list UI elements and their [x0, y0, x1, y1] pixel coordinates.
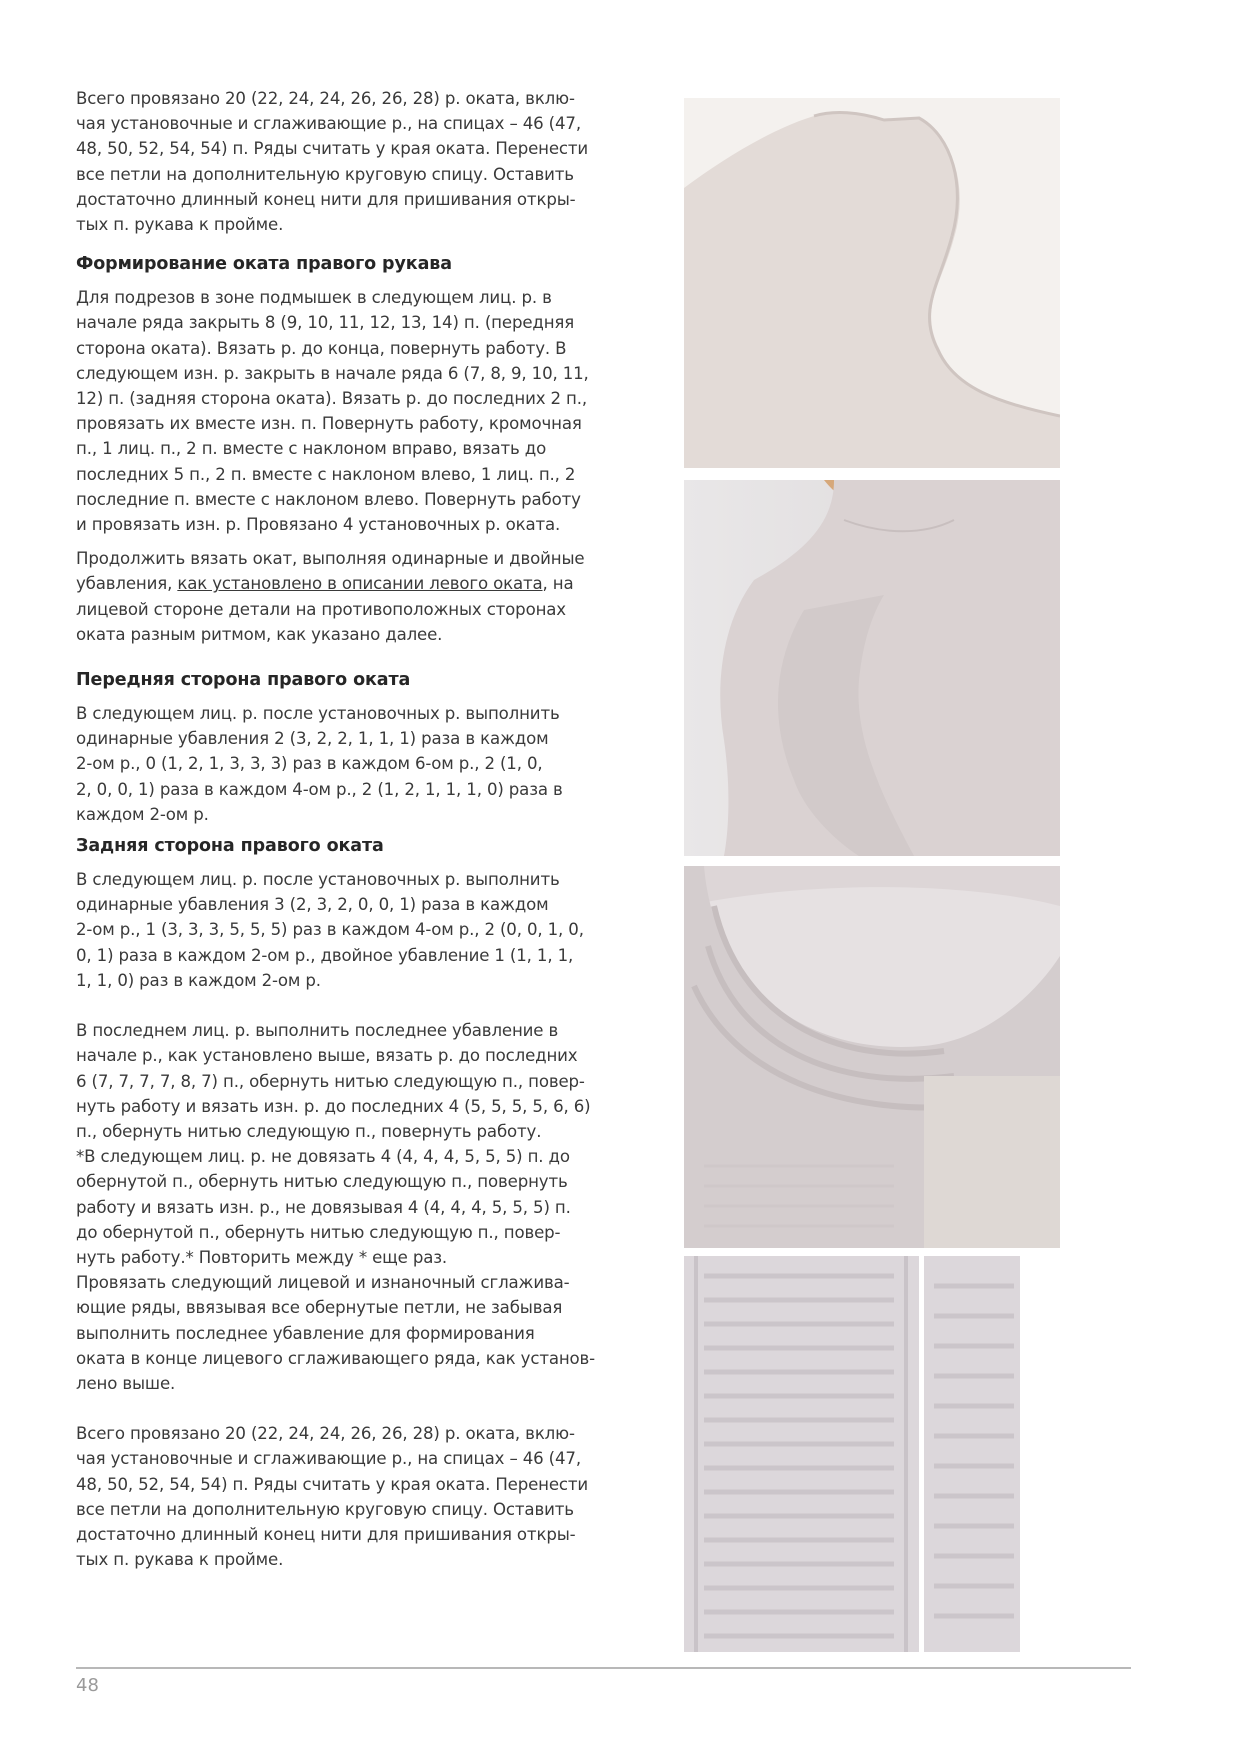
left-cap-reference-link[interactable]: как установлено в описании левого оката — [177, 574, 543, 594]
heading-back-right-cap: Задняя сторона правого оката — [76, 836, 384, 857]
armhole-shaping-photo — [684, 98, 1060, 468]
sweater-model-photo — [684, 480, 1060, 856]
neckband-ribbing-photo — [684, 866, 1060, 1248]
paragraph-continue-cap: Продолжить вязать окат, выполняя одинарные и двойные убавления, как установлено в описании левого оката, на лицевой стороне детали на противоположных сторонах оката разным ритмом, как указано далее. — [76, 549, 585, 644]
heading-front-right-cap: Передняя сторона правого оката — [76, 670, 411, 691]
paragraph-front-decreases: В следующем лиц. р. после установочных р. выполнить одинарные убавления 2 (3, 2, 2, 1, 1, 1) раза в каждом 2-ом р., 0 (1, 2, 1, 3, 3, 3) раз в каждом 6-ом р., 2 (1, 0, 2, 0, 0, 1) раза в каждом 4-ом р., 2 (1, 2, 1, 1, 1, 0) раза в каждом 2-ом р. — [76, 704, 563, 824]
paragraph-total-rows-2: Всего провязано 20 (22, 24, 24, 26, 26, 28) р. оката, вклю- чая установочные и сглаживающие р., на спицах – 46 (47, 48, 50, 52, 54, 54) п. Ряды считать у края оката. Перенести все петли на дополнительную круговую спицу. Оставить достаточно длинный конец нити для пришивания откры- тых п. рукава к пройме. — [76, 1424, 589, 1570]
paragraph-total-rows-1: Всего провязано 20 (22, 24, 24, 26, 26, 28) р. оката, вклю- чая установочные и сглаживающие р., на спицах – 46 (47, 48, 50, 52, 54, 54) п. Ряды считать у края оката. Перенести все петли на дополнительную круговую спицу. Оставить достаточно длинный конец нити для пришивания откры- тых п. рукава к пройме. — [76, 89, 589, 235]
main-text-column — [76, 86, 611, 1572]
footer-divider — [76, 1667, 1131, 1669]
heading-right-sleeve-cap: Формирование оката правого рукава — [76, 254, 452, 275]
paragraph-back-decreases: В следующем лиц. р. после установочных р. выполнить одинарные убавления 3 (2, 3, 2, 0, 0, 1) раза в каждом 2-ом р., 1 (3, 3, 3, 5, 5, 5) раз в каждом 4-ом р., 2 (0, 0, 1, 0, 0, 1) раза в каждом 2-ом р., двойное убавление 1 (1, 1, 1, 1, 1, 0) раз в каждом 2-ом р. — [76, 870, 584, 990]
paragraph-short-rows: В последнем лиц. р. выполнить последнее убавление в начале р., как установлено выше, вязать р. до последних 6 (7, 7, 7, 7, 8, 7) п., обернуть нитью следующую п., повер- нуть работу и вязать изн. р. до последних 4 (5, 5, 5, 5, 6, 6) п., обернуть нитью следующую п., повернуть работу. *В следующем лиц. р. не довязать 4 (4, 4, 4, 5, 5, 5) п. до обернутой п., обернуть нитью следующую п., повернуть работу и вязать изн. р., не довязывая 4 (4, 4, 4, 5, 5, 5) п. до обернутой п., обернуть нитью следующую п., повер- нуть работу.* Повторить между * еще раз. Провязать следующий лицевой и изнаночный сглажива- ющие ряды, ввязывая все обернутые петли, не забывая выполнить последнее убавление для формирования оката в конце лицевого сглаживающего ряда, как установ- лено выше. — [76, 1021, 596, 1393]
paragraph-underarm-shaping: Для подрезов в зоне подмышек в следующем лиц. р. в начале ряда закрыть 8 (9, 10, 11, 12, 13, 14) п. (передняя сторона оката). Вязать р. до конца, повернуть работу. В следующем изн. р. закрыть в начале ряда 6 (7, 8, 9, 10, 11, 12) п. (задняя сторона оката). Вязать р. до последних 2 п., провязать их вместе изн. п. Повернуть работу, кромочная п., 1 лиц. п., 2 п. вместе с наклоном вправо, вязать до последних 5 п., 2 п. вместе с наклоном влево, 1 лиц. п., 2 последние п. вместе с наклоном влево. Повернуть работу и провязать изн. р. Провязано 4 установочных р. оката. — [76, 288, 589, 535]
edge-ribbing-photo — [684, 1256, 1060, 1652]
page-number: 48 — [76, 1675, 99, 1696]
